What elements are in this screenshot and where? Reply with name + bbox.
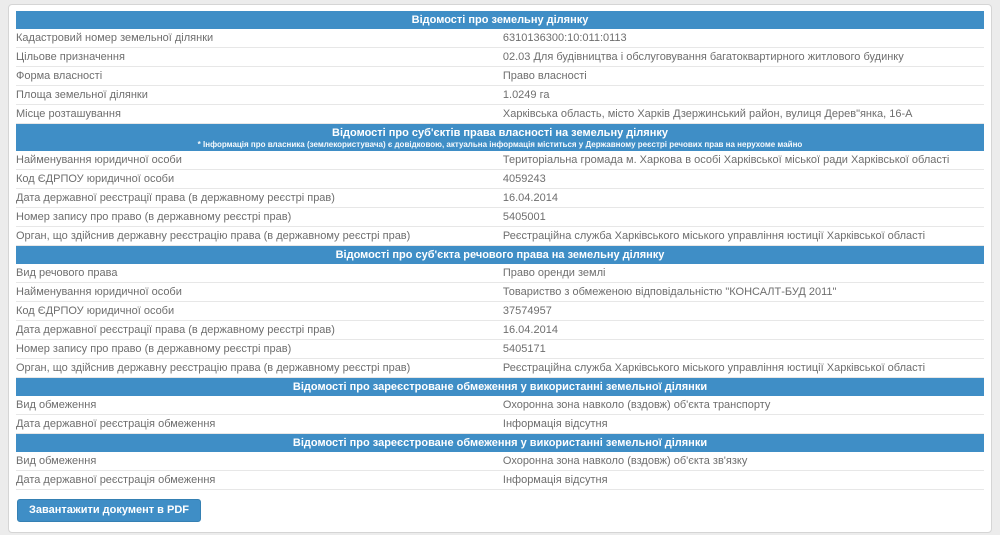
download-pdf-button[interactable]: Завантажити документ в PDF [17, 499, 201, 522]
section-title: Відомості про суб'єктів права власності на земельну ділянку [332, 127, 668, 139]
row-value: Право оренди землі [502, 267, 606, 279]
table-row [16, 359, 984, 378]
row-value: Територіальна громада м. Харкова в особі Харківської міської ради Харківської області [502, 154, 950, 166]
table-row [16, 86, 984, 105]
row-value: Інформація відсутня [502, 418, 608, 430]
table-row [16, 170, 984, 189]
row-value: 5405171 [502, 343, 546, 355]
row-label: Дата державної реєстрація обмеження [16, 474, 216, 486]
row-label: Вид обмеження [16, 399, 97, 411]
row-label: Дата державної реєстрація обмеження [16, 418, 216, 430]
table-row [16, 264, 984, 283]
row-label: Найменування юридичної особи [16, 286, 182, 298]
row-label: Площа земельної ділянки [16, 89, 148, 101]
row-value: Харківська область, місто Харків Дзержинський район, вулиця Дерев"янка, 16-А [502, 108, 913, 120]
row-label: Вид речового права [16, 267, 118, 279]
row-label: Код ЄДРПОУ юридичної особи [16, 305, 175, 317]
section-title: Відомості про зареєстроване обмеження у використанні земельної ділянки [292, 381, 708, 393]
section-header [16, 434, 984, 452]
row-value: Право власності [502, 70, 587, 82]
row-label: Код ЄДРПОУ юридичної особи [16, 173, 175, 185]
row-label: Орган, що здійснив державну реєстрацію права (в державному реєстрі прав) [16, 362, 411, 374]
row-label: Кадастровий номер земельної ділянки [16, 32, 214, 44]
row-value: 5405001 [502, 211, 546, 223]
row-value: 16.04.2014 [502, 192, 558, 204]
table-row [16, 321, 984, 340]
row-value: Охоронна зона навколо (вздовж) об'єкта транспорту [502, 399, 771, 411]
table-row [16, 105, 984, 124]
table-row [16, 189, 984, 208]
row-label: Дата державної реєстрації права (в державному реєстрі прав) [16, 324, 335, 336]
row-label: Форма власності [16, 70, 103, 82]
row-label: Вид обмеження [16, 455, 97, 467]
section [16, 378, 984, 434]
table-row [16, 302, 984, 321]
row-label: Цільове призначення [16, 51, 125, 63]
section-header [16, 378, 984, 396]
section-header [16, 246, 984, 264]
row-value: Товариство з обмеженою відповідальністю "КОНСАЛТ-БУД 2011" [502, 286, 837, 298]
row-value: 16.04.2014 [502, 324, 558, 336]
row-label: Номер запису про право (в державному реєстрі прав) [16, 343, 292, 355]
table-row [16, 283, 984, 302]
row-value: Охоронна зона навколо (вздовж) об'єкта зв'язку [502, 455, 748, 467]
table-row [16, 48, 984, 67]
row-label: Номер запису про право (в державному реєстрі прав) [16, 211, 292, 223]
table-row [16, 452, 984, 471]
section-header [16, 11, 984, 29]
row-value: 37574957 [502, 305, 552, 317]
table-row [16, 151, 984, 170]
row-label: Місце розташування [16, 108, 121, 120]
table-row [16, 208, 984, 227]
row-value: Інформація відсутня [502, 474, 608, 486]
table-row [16, 227, 984, 246]
section-title: Відомості про земельну ділянку [411, 14, 589, 26]
section-title: Відомості про суб'єкта речового права на земельну ділянку [335, 249, 665, 261]
row-label: Найменування юридичної особи [16, 154, 182, 166]
row-value: Реєстраційна служба Харківського міського управління юстиції Харківської області [502, 230, 926, 242]
section-header [16, 124, 984, 151]
table-row [16, 415, 984, 434]
parcel-info-card [8, 4, 992, 533]
row-value: 1.0249 га [502, 89, 550, 101]
table-row [16, 340, 984, 359]
section-title: Відомості про зареєстроване обмеження у використанні земельної ділянки [292, 437, 708, 449]
table-row [16, 29, 984, 48]
row-value: 4059243 [502, 173, 546, 185]
row-value: Реєстраційна служба Харківського міського управління юстиції Харківської області [502, 362, 926, 374]
section [16, 246, 984, 378]
row-label: Дата державної реєстрації права (в державному реєстрі прав) [16, 192, 335, 204]
section [16, 434, 984, 490]
row-label: Орган, що здійснив державну реєстрацію права (в державному реєстрі прав) [16, 230, 411, 242]
section [16, 11, 984, 124]
section-subtitle: * Інформація про власника (землекористувача) є довідковою, актуальна інформація міститься у Державному реєстрі речових прав на нерухоме майно [197, 140, 803, 149]
sections [16, 11, 984, 490]
row-value: 02.03 Для будівництва і обслуговування багатоквартирного житлового будинку [502, 51, 904, 63]
table-row [16, 396, 984, 415]
table-row [16, 67, 984, 86]
table-row [16, 471, 984, 490]
section [16, 124, 984, 246]
row-value: 6310136300:10:011:0113 [502, 32, 627, 44]
